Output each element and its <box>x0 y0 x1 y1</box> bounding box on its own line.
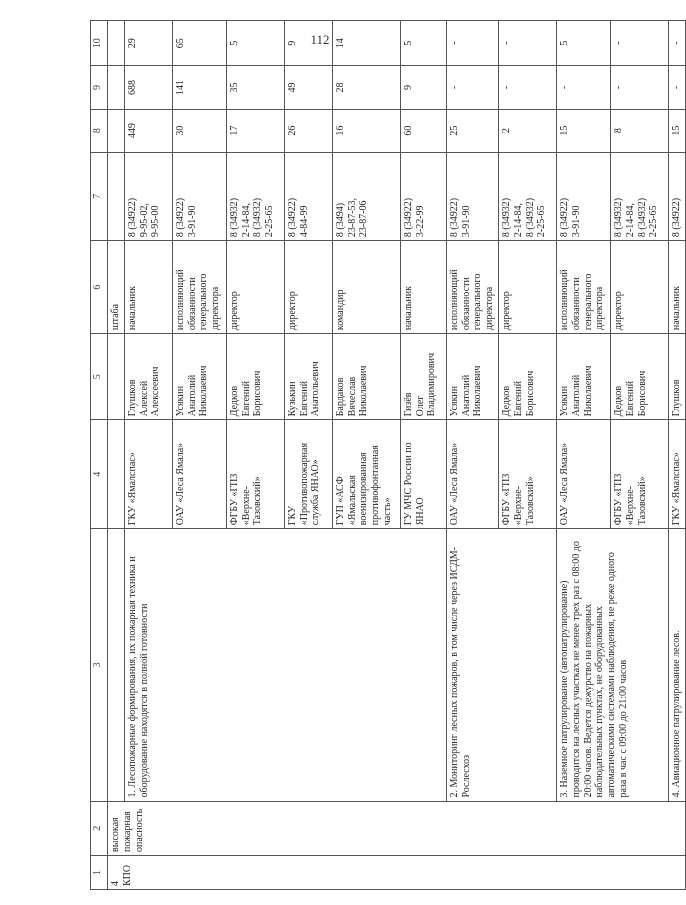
phone-cell: 8 (34922) 4-84-99 <box>284 152 332 240</box>
value-cell: 26 <box>284 109 332 152</box>
phone-cell: 8 (34922) 3-91-90 <box>556 152 610 240</box>
value-cell: 15 <box>668 109 685 152</box>
measure-cell: 2. Мониторинг лесных пожаров, в том числе через ИСДМ-Рослесхоз <box>446 529 556 801</box>
value-cell: - <box>446 21 498 66</box>
person-cell: Дедков Евгений Борисович <box>610 334 668 420</box>
table-row <box>446 21 498 890</box>
danger-level: высокая пожарная опасность <box>108 801 686 855</box>
value-cell: 16 <box>332 109 400 152</box>
org-cell: ГКУ «Ямалспас» <box>124 420 172 529</box>
rotated-table-container <box>90 20 682 890</box>
person-cell: Усякин Анатолий Николаевич <box>556 334 610 420</box>
org-cell: ГУ МЧС России по ЯНАО <box>400 420 446 529</box>
col-header: 9 <box>91 66 108 109</box>
col-header: 1 <box>91 855 108 889</box>
org-cell: ФГБУ «ГПЗ «Верхне- Тазовский» <box>610 420 668 529</box>
value-cell: 65 <box>172 21 226 66</box>
org-cell: ГКУ «Ямалспас» <box>668 420 685 529</box>
value-cell: 25 <box>446 109 498 152</box>
position-cell: директор <box>610 241 668 334</box>
value-cell: - <box>668 66 685 109</box>
position-cell: начальник <box>400 241 446 334</box>
col-header: 5 <box>91 334 108 420</box>
value-cell: - <box>668 21 685 66</box>
col-header: 4 <box>91 420 108 529</box>
position-cell: начальник <box>668 241 685 334</box>
value-cell: 17 <box>226 109 284 152</box>
col-header: 7 <box>91 152 108 240</box>
value-cell: 28 <box>332 66 400 109</box>
value-cell: 5 <box>556 21 610 66</box>
col-header: 6 <box>91 241 108 334</box>
org-cell: ОАУ «Леса Ямала» <box>172 420 226 529</box>
value-cell: 688 <box>124 66 172 109</box>
phone-cell: 8 (34922) 3-22-99 <box>400 152 446 240</box>
position-cell: штаба <box>108 241 125 334</box>
value-cell: 5 <box>226 21 284 66</box>
person-cell: Усякин Анатолий Николаевич <box>446 334 498 420</box>
fire-danger-table <box>90 20 686 890</box>
continuation-row <box>108 21 125 890</box>
page-number: 112 <box>310 32 330 47</box>
person-cell: Глушков Алексей Алексеевич <box>124 334 172 420</box>
table-row <box>556 21 610 890</box>
kpo-class: 4 КПО <box>108 855 686 889</box>
value-cell: - <box>610 21 668 66</box>
table-row <box>668 21 685 890</box>
header-row <box>91 21 108 890</box>
position-cell: начальник <box>124 241 172 334</box>
person-cell: Гизёв Олег Владимирович <box>400 334 446 420</box>
org-cell: ФГБУ «ГПЗ «Верхне- Тазовский» <box>498 420 556 529</box>
person-cell: Дедков Евгений Борисович <box>498 334 556 420</box>
value-cell: 14 <box>332 21 400 66</box>
value-cell: 15 <box>556 109 610 152</box>
phone-cell: 8 (3494) 23-87-53, 23-87-06 <box>332 152 400 240</box>
org-cell: ФГБУ «ГПЗ «Верхне- Тазовский» <box>226 420 284 529</box>
position-cell: директор <box>498 241 556 334</box>
position-cell: исполняющий обязанности генерального директора <box>172 241 226 334</box>
value-cell: - <box>498 66 556 109</box>
measure-cell: 4. Авиационное патрулирование лесов. <box>668 529 685 801</box>
value-cell: 9 <box>284 21 332 66</box>
value-cell: 60 <box>400 109 446 152</box>
value-cell: 141 <box>172 66 226 109</box>
person-cell: Усякин Анатолий Николаевич <box>172 334 226 420</box>
phone-cell: 8 (34922) <box>668 152 685 240</box>
col-header: 10 <box>91 21 108 66</box>
value-cell: - <box>498 21 556 66</box>
value-cell: 49 <box>284 66 332 109</box>
person-cell: Кузькин Евгений Анатольевич <box>284 334 332 420</box>
phone-cell: 8 (34932) 2-14-84, 8 (34932) 2-25-65 <box>610 152 668 240</box>
org-cell: ОАУ «Леса Ямала» <box>556 420 610 529</box>
org-cell: ОАУ «Леса Ямала» <box>446 420 498 529</box>
position-cell: директор <box>226 241 284 334</box>
value-cell: 2 <box>498 109 556 152</box>
phone-cell: 8 (34922) 9-95-02, 9-95-00 <box>124 152 172 240</box>
person-cell: Глушков <box>668 334 685 420</box>
org-cell: ГКУ «Противопожарная служба ЯНАО» <box>284 420 332 529</box>
phone-cell: 8 (34932) 2-14-84, 8 (34932) 2-25-65 <box>498 152 556 240</box>
table-row <box>124 21 172 890</box>
value-cell: - <box>556 66 610 109</box>
value-cell: 9 <box>400 66 446 109</box>
col-header: 8 <box>91 109 108 152</box>
person-cell: Дедков Евгений Борисович <box>226 334 284 420</box>
measure-cell: 1. Лесопожарные формирования, их пожарная техника и оборудование находятся в полной готовности <box>124 529 446 801</box>
position-cell: командир <box>332 241 400 334</box>
value-cell: 5 <box>400 21 446 66</box>
value-cell: - <box>446 66 498 109</box>
person-cell: Бардаков Вячеслав Николаевич <box>332 334 400 420</box>
value-cell: 30 <box>172 109 226 152</box>
value-cell: 29 <box>124 21 172 66</box>
position-cell: исполняющий обязанности генерального директора <box>556 241 610 334</box>
value-cell: 35 <box>226 66 284 109</box>
phone-cell: 8 (34932) 2-14-84, 8 (34932) 2-25-65 <box>226 152 284 240</box>
value-cell: - <box>610 66 668 109</box>
col-header: 2 <box>91 801 108 855</box>
value-cell: 8 <box>610 109 668 152</box>
position-cell: директор <box>284 241 332 334</box>
phone-cell: 8 (34922) 3-91-90 <box>446 152 498 240</box>
value-cell: 449 <box>124 109 172 152</box>
phone-cell: 8 (34922) 3-91-90 <box>172 152 226 240</box>
org-cell: ГУП «АСФ «Ямальская военизированная противофонтанная часть» <box>332 420 400 529</box>
measure-cell: 3. Наземное патрулирование (автопатрулирование) проводится на лесных участках не менее трех раз с 08:00 до 20:00 часов. Ведется дежурство на пожарных наблюдательных пунктах, не оборудованных автоматическими системами наблюдения, не реже одного раза в час с 09:00 до 21:00 часов <box>556 529 668 801</box>
position-cell: исполняющий обязанности генерального директора <box>446 241 498 334</box>
col-header: 3 <box>91 529 108 801</box>
